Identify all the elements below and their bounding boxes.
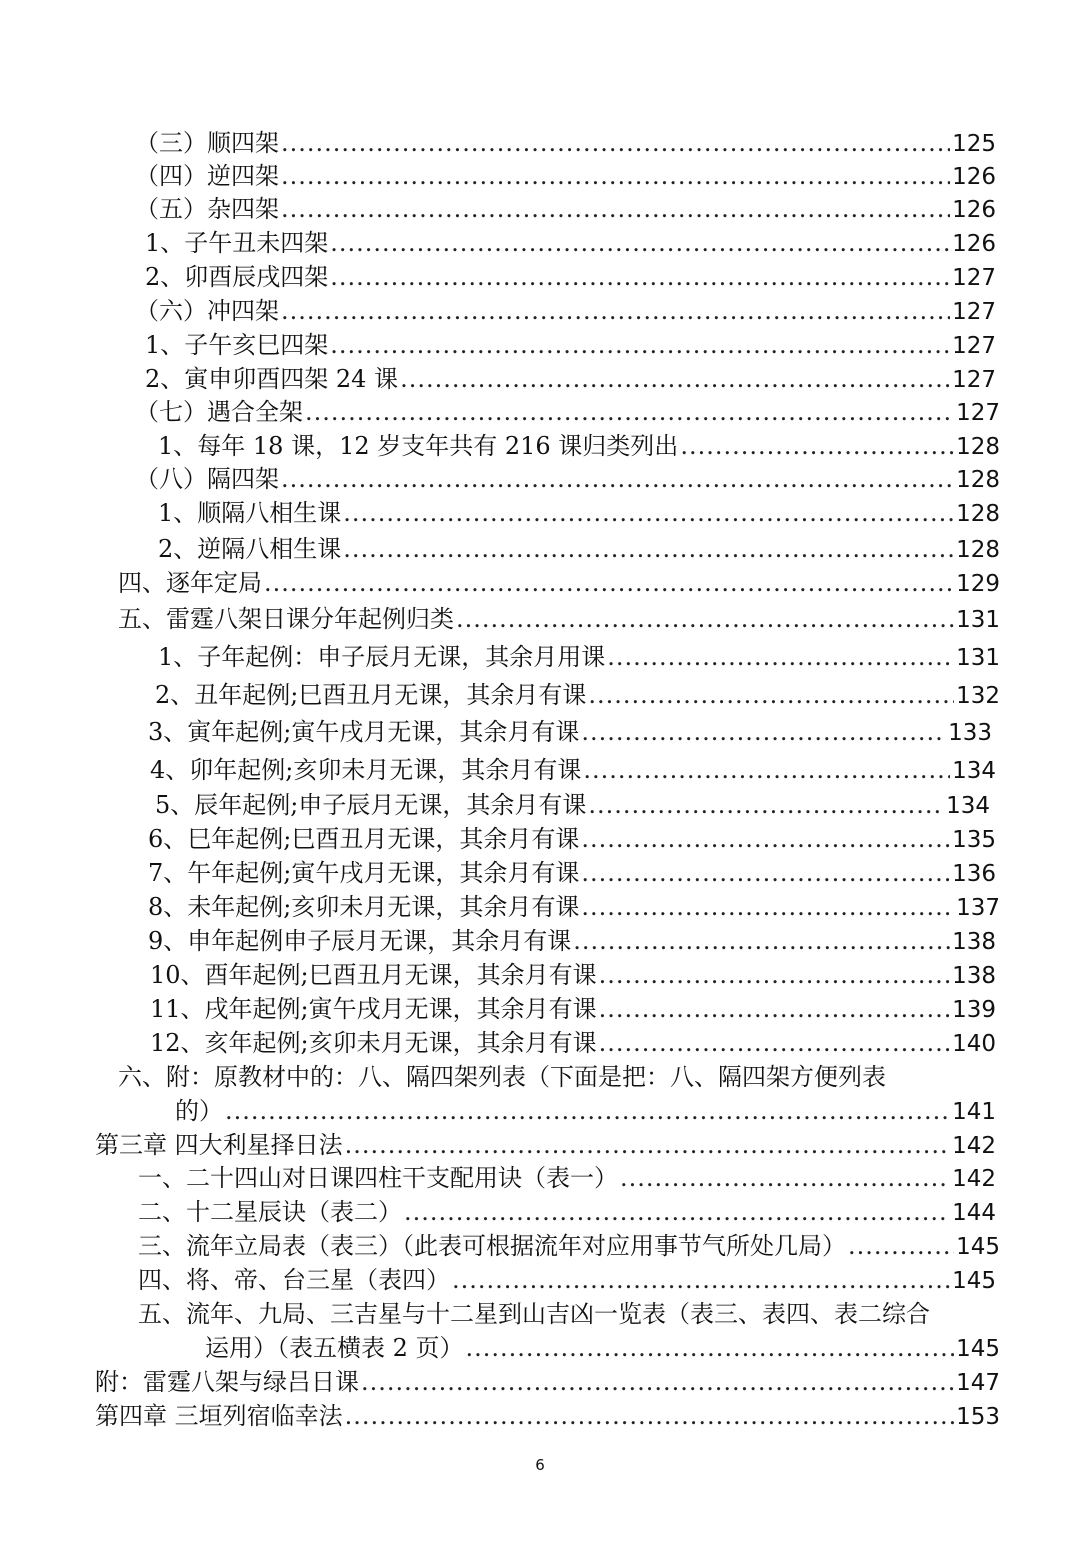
toc-entry-title: （八）隔四架 (135, 465, 279, 493)
dot-leader (361, 1367, 954, 1397)
toc-entry-page: 131 (956, 645, 1000, 671)
dot-leader (599, 960, 950, 990)
toc-entry-page: 127 (952, 367, 996, 393)
toc-entry (150, 755, 996, 786)
toc-entry-title: （四）逆四架 (135, 162, 279, 190)
dot-leader (281, 128, 950, 158)
toc-entry-title: 1、每年 18 课，12 岁支年共有 216 课归类列出 (158, 432, 679, 460)
toc-entry-page: 138 (952, 963, 996, 989)
dot-leader (620, 1163, 950, 1193)
toc-entry (150, 960, 996, 991)
toc-entry-page: 141 (952, 1099, 996, 1125)
dot-leader (330, 228, 950, 258)
toc-entry (145, 330, 996, 361)
toc-entry-title: 第三章 四大利星择日法 (95, 1131, 343, 1159)
toc-entry-title: 第四章 三垣列宿临幸法 (95, 1402, 343, 1430)
dot-leader (281, 194, 950, 224)
toc-entry-title: 6、巳年起例;巳酉丑月无课，其余月有课 (148, 825, 580, 853)
dot-leader (581, 858, 950, 888)
toc-entry-title: 7、午年起例;寅午戌月无课，其余月有课 (148, 859, 580, 887)
toc-entry-title: （三）顺四架 (135, 129, 279, 157)
toc-entry-title: 4、卯年起例;亥卯未月无课，其余月有课 (150, 756, 582, 784)
dot-leader (581, 892, 954, 922)
page-number: 6 (535, 1456, 545, 1474)
toc-entry (148, 892, 1000, 923)
toc-entry-title: 2、卯酉辰戌四架 (145, 263, 329, 291)
toc-entry (135, 194, 996, 225)
dot-leader (581, 824, 950, 854)
toc-entry-page: 127 (956, 400, 1000, 426)
toc-entry (158, 498, 1000, 529)
toc-entry-page: 138 (952, 929, 996, 955)
toc-entry (145, 262, 996, 293)
toc-entry-title: 1、子年起例：申子辰月无课，其余月用课 (158, 643, 606, 671)
toc-entry-page: 128 (956, 501, 1000, 527)
toc-entry-page: 131 (956, 607, 1000, 633)
dot-leader (343, 534, 954, 564)
toc-entry (138, 1231, 1000, 1262)
toc-entry (155, 790, 990, 821)
toc-entry-title: 2、寅申卯酉四架 24 课 (145, 365, 399, 393)
toc-entry (205, 1333, 1000, 1364)
toc-entry-title: 四、将、帝、台三星（表四） (138, 1266, 450, 1294)
toc-entry (135, 296, 996, 327)
toc-entry-page: 129 (956, 571, 1000, 597)
toc-entry-page: 133 (948, 720, 992, 746)
toc-entry-page: 126 (952, 164, 996, 190)
toc-entry (95, 1401, 1000, 1432)
toc-entry-title: 12、亥年起例;亥卯未月无课，其余月有课 (150, 1029, 597, 1057)
toc-entry-title: 2、丑年起例;巳酉丑月无课，其余月有课 (155, 681, 587, 709)
toc-entry-title: （六）冲四架 (135, 297, 279, 325)
toc-entry-page: 127 (952, 299, 996, 325)
dot-leader (466, 1333, 955, 1363)
toc-entry (135, 397, 1000, 428)
toc-entry-title: 一、二十四山对日课四柱干支配用诀（表一） (138, 1164, 618, 1192)
toc-entry-page: 132 (956, 683, 1000, 709)
toc-entry-title: 10、酉年起例;巳酉丑月无课，其余月有课 (150, 961, 597, 989)
toc-entry-page: 145 (952, 1268, 996, 1294)
toc-entry-page: 127 (952, 333, 996, 359)
toc-entry-title: 2、逆隔八相生课 (158, 535, 342, 563)
toc-entry (148, 717, 992, 748)
toc-entry-title: 9、申年起例申子辰月无课，其余月有课 (148, 927, 572, 955)
toc-entry-title: 附：雷霆八架与绿吕日课 (95, 1368, 359, 1396)
dot-leader (400, 364, 950, 394)
dot-leader (225, 1096, 950, 1126)
toc-entry-page: 145 (956, 1336, 1000, 1362)
toc-entry (158, 534, 1000, 565)
dot-leader (345, 1130, 950, 1160)
toc-entry-page: 140 (952, 1031, 996, 1057)
toc-entry (138, 1163, 996, 1194)
dot-leader (456, 604, 954, 634)
toc-entry-page: 128 (956, 467, 1000, 493)
toc-entry-page: 145 (956, 1234, 1000, 1260)
toc-entry (138, 1265, 996, 1296)
toc-entry-page: 127 (952, 265, 996, 291)
dot-leader (264, 568, 954, 598)
dot-leader (583, 755, 950, 785)
toc-entry (118, 568, 1000, 599)
toc-entry (175, 1096, 996, 1127)
toc-entry (155, 680, 1000, 711)
toc-entry-page: 142 (952, 1133, 996, 1159)
toc-entry-page: 134 (946, 793, 990, 819)
toc-entry-title: 运用）（表五横表 2 页） (205, 1334, 464, 1362)
toc-entry-page: 142 (952, 1166, 996, 1192)
dot-leader (343, 498, 954, 528)
toc-entry (158, 642, 1000, 673)
toc-entry-title: 的） (175, 1097, 223, 1125)
toc-entry-page: 126 (952, 231, 996, 257)
toc-entry-title-continued: 六、附：原教材中的：八、隔四架列表（下面是把：八、隔四架方便列表 (118, 1063, 886, 1091)
toc-entry (95, 1367, 1000, 1398)
dot-leader (345, 1401, 954, 1431)
toc-entry (135, 128, 996, 159)
dot-leader (680, 431, 954, 461)
dot-leader (281, 296, 950, 326)
dot-leader (607, 642, 954, 672)
toc-entry (135, 464, 1000, 495)
dot-leader (404, 1197, 950, 1227)
toc-entry-title: 1、子午丑未四架 (145, 229, 329, 257)
dot-leader (281, 464, 954, 494)
dot-leader (588, 790, 944, 820)
dot-leader (573, 926, 950, 956)
toc-entry (148, 858, 996, 889)
toc-entry (150, 994, 996, 1025)
toc-entry-page: 144 (952, 1200, 996, 1226)
toc-entry-title: （五）杂四架 (135, 195, 279, 223)
dot-leader (330, 262, 950, 292)
toc-entry-title-continued: 五、流年、九局、三吉星与十二星到山吉凶一览表（表三、表四、表二综合 (138, 1300, 930, 1328)
toc-entry (145, 228, 996, 259)
toc-entry-page: 137 (956, 895, 1000, 921)
toc-entry-title: 11、戌年起例;寅午戌月无课，其余月有课 (150, 995, 597, 1023)
toc-entry-title: 1、子午亥巳四架 (145, 331, 329, 359)
toc-entry (145, 364, 996, 395)
toc-entry-title: 三、流年立局表（表三）（此表可根据流年对应用事节气所处几局） (138, 1232, 846, 1260)
dot-leader (281, 161, 950, 191)
toc-entry-page: 135 (952, 827, 996, 853)
toc-entry (135, 161, 996, 192)
toc-entry-title: 二、十二星辰诀（表二） (138, 1198, 402, 1226)
toc-entry-title: 五、雷霆八架日课分年起例归类 (118, 605, 454, 633)
dot-leader (452, 1265, 950, 1295)
toc-entry-page: 139 (952, 997, 996, 1023)
toc-entry-page: 147 (956, 1370, 1000, 1396)
toc-entry (95, 1130, 996, 1161)
dot-leader (848, 1231, 954, 1261)
dot-leader (588, 680, 954, 710)
toc-entry-title: 1、顺隔八相生课 (158, 499, 342, 527)
toc-entry (158, 431, 1000, 462)
toc-entry (138, 1197, 996, 1228)
toc-entry-page: 128 (956, 434, 1000, 460)
toc-entry-title: 5、辰年起例;申子辰月无课，其余月有课 (155, 791, 587, 819)
toc-entry-title: （七）遇合全架 (135, 398, 303, 426)
toc-entry (118, 604, 1000, 635)
toc-entry (150, 1028, 996, 1059)
dot-leader (305, 397, 954, 427)
toc-entry-page: 153 (956, 1404, 1000, 1430)
toc-entry (148, 926, 996, 957)
dot-leader (581, 717, 946, 747)
toc-entry-page: 125 (952, 131, 996, 157)
toc-entry-page: 128 (956, 537, 1000, 563)
toc-entry-title: 8、未年起例;亥卯未月无课，其余月有课 (148, 893, 580, 921)
toc-entry-page: 126 (952, 197, 996, 223)
toc-entry-title: 3、寅年起例;寅午戌月无课，其余月有课 (148, 718, 580, 746)
toc-entry-title: 四、逐年定局 (118, 569, 262, 597)
dot-leader (599, 1028, 950, 1058)
toc-entry-page: 134 (952, 758, 996, 784)
toc-entry (148, 824, 996, 855)
toc-entry-page: 136 (952, 861, 996, 887)
dot-leader (330, 330, 950, 360)
dot-leader (599, 994, 950, 1024)
